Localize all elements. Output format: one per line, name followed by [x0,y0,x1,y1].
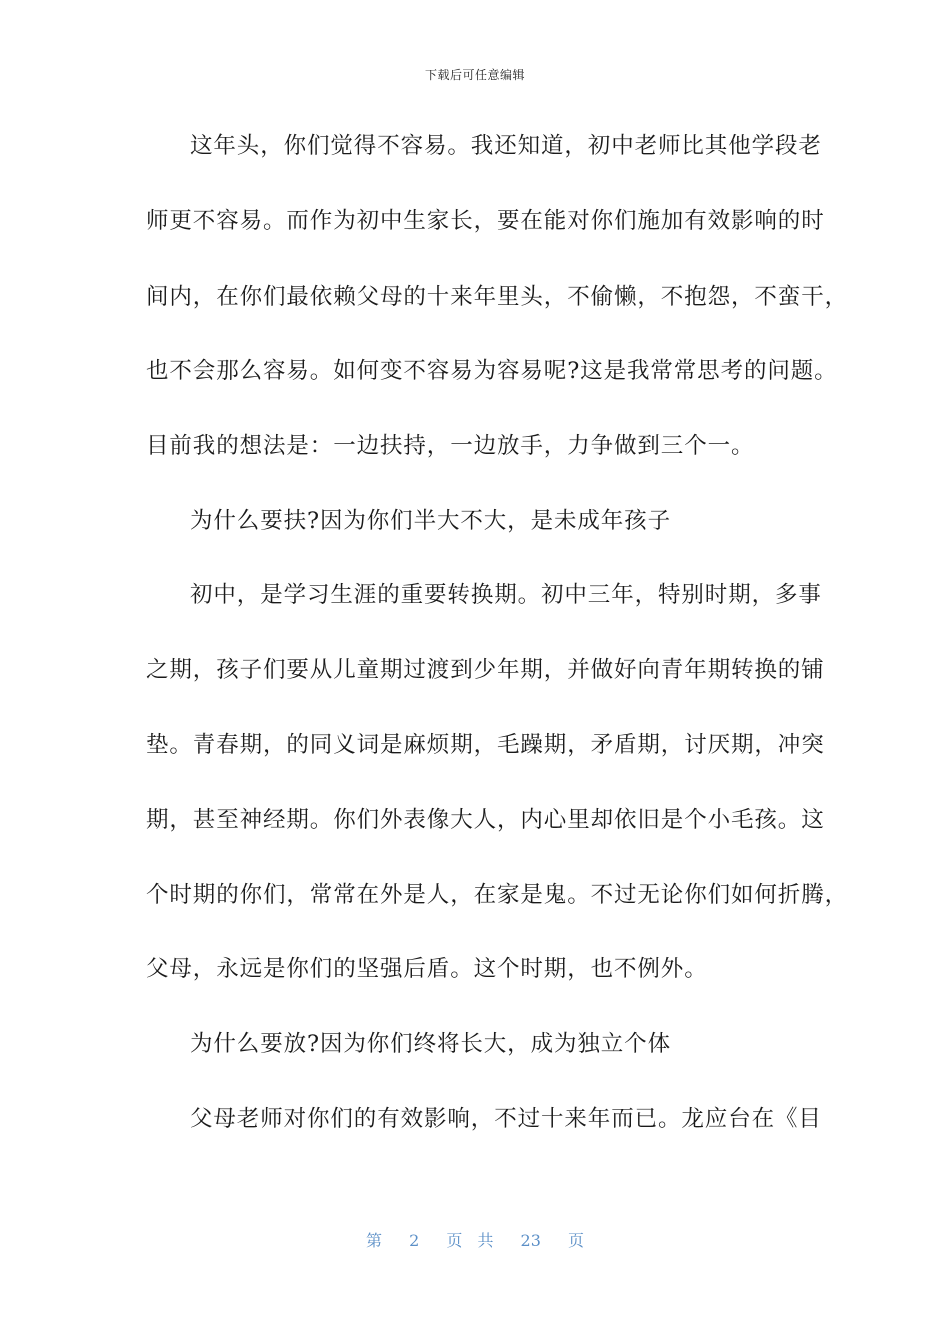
page-footer [0,1228,950,1251]
footer-suffix: 页 [568,1231,585,1250]
footer-prefix: 第 [365,1231,382,1250]
paragraph-line: 目前我的想法是：一边扶持，一边放手，力争做到三个一。 [146,433,755,459]
paragraph-line: 个时期的你们，常常在外是人，在家是鬼。不过无论你们如何折腾， [146,882,849,908]
section-heading: 为什么要扶?因为你们半大不大，是未成年孩子 [190,508,671,534]
page-header: 下载后可任意编辑 [424,68,525,82]
section-heading: 为什么要放?因为你们终将长大，成为独立个体 [190,1031,671,1057]
paragraph-line: 父母，永远是你们的坚强后盾。这个时期，也不例外。 [146,956,708,982]
paragraph-line: 也不会那么容易。如何变不容易为容易呢?这是我常常思考的问题。 [146,358,838,384]
total-pages-number: 23 [520,1231,541,1250]
paragraph-line: 初中，是学习生涯的重要转换期。初中三年，特别时期，多事 [190,582,822,608]
paragraph-line: 间内，在你们最依赖父母的十来年里头，不偷懒，不抱怨，不蛮干， [146,284,849,310]
paragraph-line: 父母老师对你们的有效影响，不过十来年而已。龙应台在《目 [190,1106,822,1132]
paragraph-line: 期，甚至神经期。你们外表像大人，内心里却依旧是个小毛孩。这 [146,807,825,833]
footer-middle: 页 共 [446,1231,494,1250]
paragraph-line: 这年头，你们觉得不容易。我还知道，初中老师比其他学段老 [190,133,822,159]
paragraph-line: 之期，孩子们要从儿童期过渡到少年期，并做好向青年期转换的铺 [146,657,825,683]
paragraph-line: 垫。青春期，的同义词是麻烦期，毛躁期，矛盾期，讨厌期，冲突 [146,732,825,758]
paragraph-line: 师更不容易。而作为初中生家长，要在能对你们施加有效影响的时 [146,208,825,234]
current-page-number: 2 [409,1231,420,1250]
